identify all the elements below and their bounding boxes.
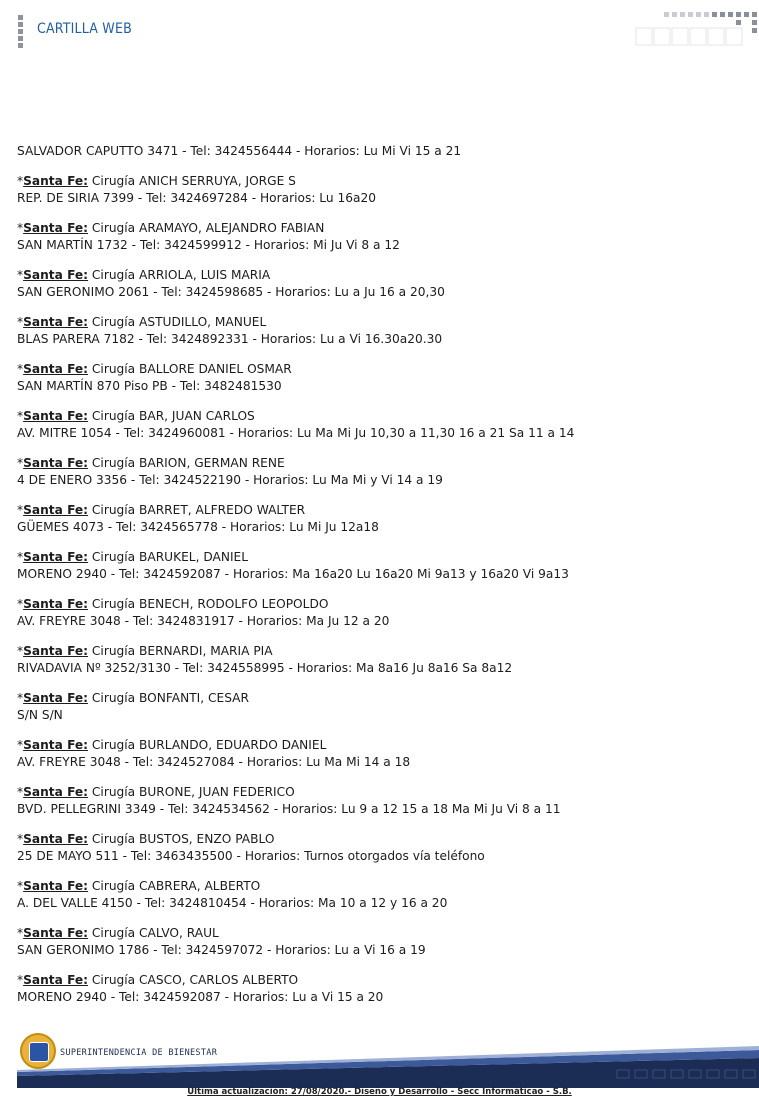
entry-detail: 4 DE ENERO 3356 - Tel: 3424522190 - Horarios: Lu Ma Mi y Vi 14 a 19 [17, 473, 443, 487]
list-item [17, 173, 747, 207]
entry-title: *Santa Fe: Cirugía ANICH SERRUYA, JORGE S [17, 174, 296, 188]
entry-detail: AV. FREYRE 3048 - Tel: 3424831917 - Horarios: Ma Ju 12 a 20 [17, 614, 390, 628]
last-update-note: Última actualización: 27/08/2020.- Diseño y Desarrollo - Secc Informáticao - S.B. [187, 1087, 572, 1097]
entry-detail: MORENO 2940 - Tel: 3424592087 - Horarios: Lu a Vi 15 a 20 [17, 990, 384, 1004]
entry-location: Santa Fe: [23, 926, 89, 940]
entry-title: *Santa Fe: Cirugía BARUKEL, DANIEL [17, 550, 249, 564]
list-item [17, 925, 747, 959]
list-item [17, 643, 747, 677]
entry-title: *Santa Fe: Cirugía BAR, JUAN CARLOS [17, 409, 255, 423]
entry-detail: SAN MARTÍN 1732 - Tel: 3424599912 - Horarios: Mi Ju Vi 8 a 12 [17, 238, 400, 252]
entry-location: Santa Fe: [23, 362, 89, 376]
entry-location: Santa Fe: [23, 221, 89, 235]
entry-title: *Santa Fe: Cirugía BALLORE DANIEL OSMAR [17, 362, 292, 376]
entry-title: *Santa Fe: Cirugía CABRERA, ALBERTO [17, 879, 261, 893]
organization-name: SUPERINTENDENCIA DE BIENESTAR [60, 1048, 218, 1058]
entry-title: *Santa Fe: Cirugía BURLANDO, EDUARDO DANIEL [17, 738, 327, 752]
entry-detail: REP. DE SIRIA 7399 - Tel: 3424697284 - Horarios: Lu 16a20 [17, 191, 376, 205]
list-item [17, 361, 747, 395]
entry-name: Cirugía CALVO, RAUL [91, 926, 219, 940]
entry-location: Santa Fe: [23, 785, 89, 799]
entry-detail: S/N S/N [17, 708, 63, 722]
entry-location: Santa Fe: [23, 456, 89, 470]
provider-list [17, 143, 747, 1019]
entry-name: Cirugía BURLANDO, EDUARDO DANIEL [91, 738, 327, 752]
entry-title: *Santa Fe: Cirugía BENECH, RODOLFO LEOPOLDO [17, 597, 329, 611]
entry-location: Santa Fe: [23, 597, 89, 611]
entry-location: Santa Fe: [23, 315, 89, 329]
entry-name: Cirugía BALLORE DANIEL OSMAR [91, 362, 292, 376]
entry-name: Cirugía BARRET, ALFREDO WALTER [91, 503, 306, 517]
entry-location: Santa Fe: [23, 832, 89, 846]
entry-name: Cirugía CABRERA, ALBERTO [91, 879, 261, 893]
entry-title: *Santa Fe: Cirugía CALVO, RAUL [17, 926, 219, 940]
entry-location: Santa Fe: [23, 550, 89, 564]
entry-name: Cirugía BERNARDI, MARIA PIA [91, 644, 273, 658]
entry-location: Santa Fe: [23, 738, 89, 752]
seal-logo [20, 1033, 56, 1069]
entry-detail: MORENO 2940 - Tel: 3424592087 - Horarios: Ma 16a20 Lu 16a20 Mi 9a13 y 16a20 Vi 9a13 [17, 567, 569, 581]
list-item [17, 690, 747, 724]
page-header [0, 0, 759, 60]
entry-location: Santa Fe: [23, 174, 89, 188]
entry-detail: RIVADAVIA Nº 3252/3130 - Tel: 3424558995 - Horarios: Ma 8a16 Ju 8a16 Sa 8a12 [17, 661, 513, 675]
entry-location: Santa Fe: [23, 268, 89, 282]
entry-title: *Santa Fe: Cirugía BERNARDI, MARIA PIA [17, 644, 273, 658]
entry-name: Cirugía BARION, GERMAN RENE [91, 456, 285, 470]
entry-name: Cirugía ARRIOLA, LUIS MARIA [91, 268, 271, 282]
list-item [17, 878, 747, 912]
entry-title: *Santa Fe: Cirugía ARRIOLA, LUIS MARIA [17, 268, 271, 282]
entry-location: Santa Fe: [23, 503, 89, 517]
header-decoration [634, 10, 759, 50]
entry-title: *Santa Fe: Cirugía BARION, GERMAN RENE [17, 456, 285, 470]
entry-location: Santa Fe: [23, 644, 89, 658]
entry-location: Santa Fe: [23, 879, 89, 893]
footer-band [17, 1036, 759, 1088]
entry-name: Cirugía BARUKEL, DANIEL [91, 550, 249, 564]
entry-title: *Santa Fe: Cirugía BARRET, ALFREDO WALTER [17, 503, 306, 517]
entry-detail: SAN MARTÍN 870 Piso PB - Tel: 3482481530 [17, 379, 282, 393]
entry-name: Cirugía CASCO, CARLOS ALBERTO [91, 973, 299, 987]
page-footer [0, 1028, 759, 1101]
entry-detail: 25 DE MAYO 511 - Tel: 3463435500 - Horarios: Turnos otorgados vía teléfono [17, 849, 485, 863]
entry-detail: AV. FREYRE 3048 - Tel: 3424527084 - Horarios: Lu Ma Mi 14 a 18 [17, 755, 411, 769]
list-item [17, 267, 747, 301]
entry-location: Santa Fe: [23, 691, 89, 705]
entry-location: Santa Fe: [23, 409, 89, 423]
list-item [17, 220, 747, 254]
list-item [17, 314, 747, 348]
entry-title: *Santa Fe: Cirugía BONFANTI, CESAR [17, 691, 249, 705]
entry-title: *Santa Fe: Cirugía ARAMAYO, ALEJANDRO FABIAN [17, 221, 325, 235]
list-item [17, 596, 747, 630]
list-item [17, 972, 747, 1006]
list-item [17, 549, 747, 583]
entry-name: Cirugía BAR, JUAN CARLOS [91, 409, 255, 423]
list-item [17, 737, 747, 771]
header-accent-bar [18, 15, 23, 47]
entry-name: Cirugía BONFANTI, CESAR [91, 691, 249, 705]
entry-detail: BVD. PELLEGRINI 3349 - Tel: 3424534562 - Horarios: Lu 9 a 12 15 a 18 Ma Mi Ju Vi 8 a 11 [17, 802, 561, 816]
entry-detail: SAN GERONIMO 1786 - Tel: 3424597072 - Horarios: Lu a Vi 16 a 19 [17, 943, 426, 957]
list-item [17, 408, 747, 442]
entry-title: *Santa Fe: Cirugía BURONE, JUAN FEDERICO [17, 785, 295, 799]
entry-location: Santa Fe: [23, 973, 89, 987]
entry-title: *Santa Fe: Cirugía BUSTOS, ENZO PABLO [17, 832, 275, 846]
entry-name: Cirugía BENECH, RODOLFO LEOPOLDO [91, 597, 329, 611]
entry-name: Cirugía BURONE, JUAN FEDERICO [91, 785, 295, 799]
entry-detail: AV. MITRE 1054 - Tel: 3424960081 - Horarios: Lu Ma Mi Ju 10,30 a 11,30 16 a 21 Sa 11 a 14 [17, 426, 575, 440]
list-item [17, 784, 747, 818]
entry-name: Cirugía ASTUDILLO, MANUEL [91, 315, 267, 329]
entry-detail: BLAS PARERA 7182 - Tel: 3424892331 - Horarios: Lu a Vi 16.30a20.30 [17, 332, 443, 346]
list-item [17, 831, 747, 865]
entry-name: Cirugía ANICH SERRUYA, JORGE S [91, 174, 296, 188]
list-item [17, 455, 747, 489]
entry-detail: SAN GERONIMO 2061 - Tel: 3424598685 - Horarios: Lu a Ju 16 a 20,30 [17, 285, 445, 299]
entry-detail: A. DEL VALLE 4150 - Tel: 3424810454 - Horarios: Ma 10 a 12 y 16 a 20 [17, 896, 448, 910]
entry-name: Cirugía BUSTOS, ENZO PABLO [91, 832, 275, 846]
entry-name: Cirugía ARAMAYO, ALEJANDRO FABIAN [91, 221, 325, 235]
entry-continuation: SALVADOR CAPUTTO 3471 - Tel: 3424556444 - Horarios: Lu Mi Vi 15 a 21 [17, 144, 462, 158]
list-item [17, 502, 747, 536]
entry-title: *Santa Fe: Cirugía ASTUDILLO, MANUEL [17, 315, 267, 329]
page-title: CARTILLA WEB [37, 21, 132, 37]
entry-detail: GÜEMES 4073 - Tel: 3424565778 - Horarios: Lu Mi Ju 12a18 [17, 520, 379, 534]
entry-title: *Santa Fe: Cirugía CASCO, CARLOS ALBERTO [17, 973, 299, 987]
